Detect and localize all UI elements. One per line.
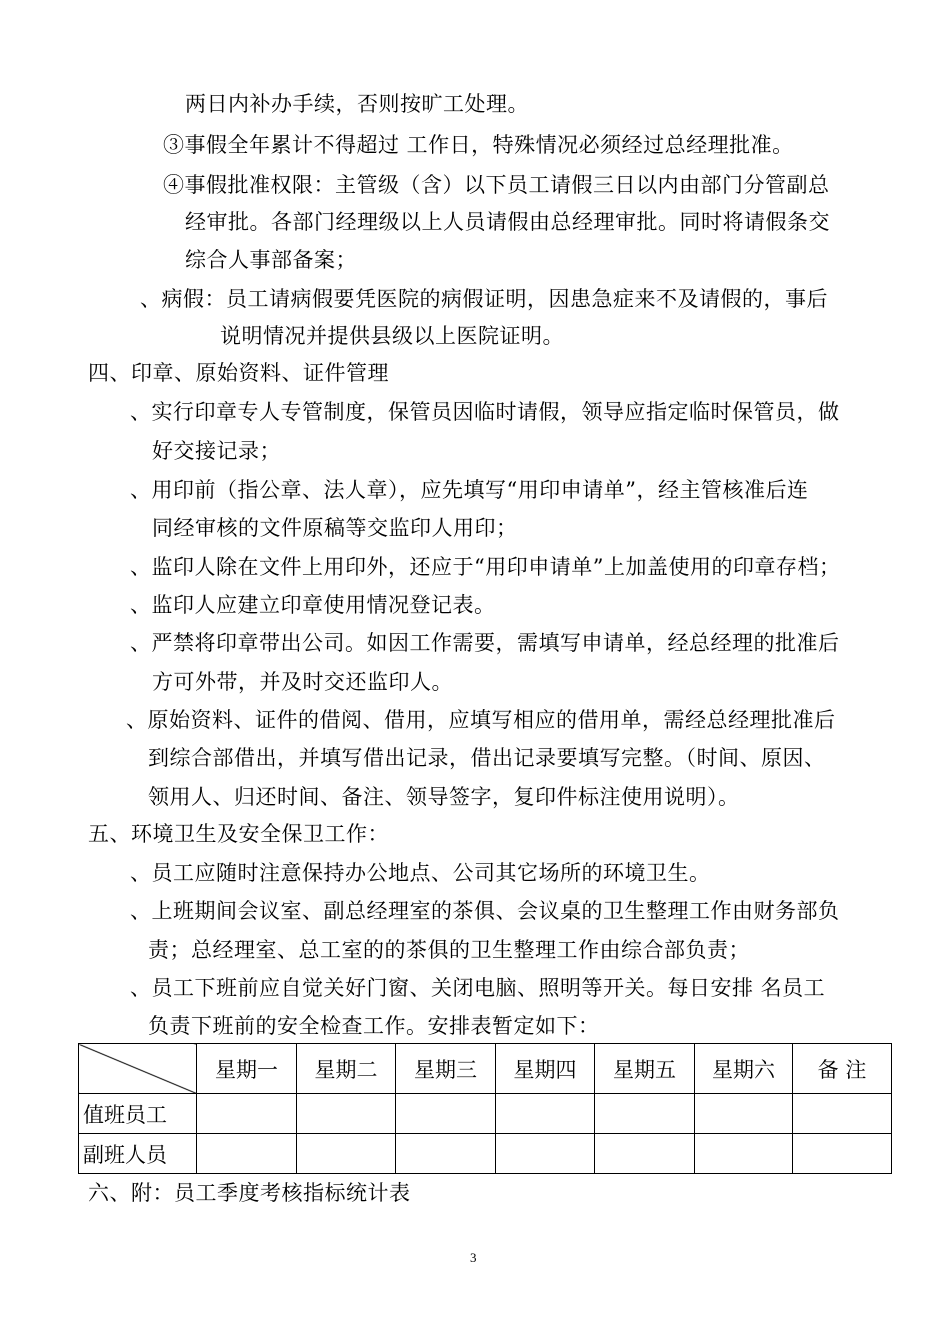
- table-header-row: [79, 1044, 892, 1094]
- table-cell: [396, 1094, 496, 1134]
- text-line: ④事假批准权限：主管级（含）以下员工请假三日以内由部门分管副总: [163, 173, 830, 197]
- table-cell: [695, 1094, 793, 1134]
- section-heading: 五、环境卫生及安全保卫工作：: [88, 822, 389, 846]
- text-line: 、实行印章专人专管制度，保管员因临时请假，领导应指定临时保管员，做: [130, 400, 840, 424]
- table-header-cell: 备 注: [793, 1044, 892, 1094]
- diagonal-corner-cell: [79, 1044, 197, 1094]
- table-cell: [595, 1134, 695, 1174]
- text-line: 、病假：员工请病假要凭医院的病假证明，因患急症来不及请假的，事后: [140, 287, 828, 311]
- table-cell: [396, 1134, 496, 1174]
- page-number: 3: [470, 1250, 477, 1265]
- text-line: 、监印人应建立印章使用情况登记表。: [130, 593, 496, 617]
- text-line: 经审批。各部门经理级以上人员请假由总经理审批。同时将请假条交: [185, 210, 830, 234]
- row-label-cell: 副班人员: [79, 1134, 197, 1174]
- text-line: 两日内补办手续，否则按旷工处理。: [185, 92, 529, 116]
- table-cell: [197, 1134, 297, 1174]
- text-line: 到综合部借出，并填写借出记录，借出记录要填写完整。（时间、原因、: [148, 746, 826, 770]
- text-line: 同经审核的文件原稿等交监印人用印；: [152, 516, 518, 540]
- text-line: 、监印人除在文件上用印外，还应于“用印申请单”上加盖使用的印章存档；: [130, 555, 841, 579]
- text-line: 说明情况并提供县级以上医院证明。: [220, 324, 564, 348]
- table-header-cell: 星期二: [297, 1044, 396, 1094]
- text-line: 、原始资料、证件的借阅、借用，应填写相应的借用单，需经总经理批准后: [126, 708, 836, 732]
- text-line: 方可外带，并及时交还监印人。: [152, 670, 453, 694]
- text-line: 、严禁将印章带出公司。如因工作需要，需填写申请单，经总经理的批准后: [130, 631, 840, 655]
- table-cell: [496, 1134, 595, 1174]
- table-cell: [197, 1094, 297, 1134]
- table-header-cell: 星期六: [695, 1044, 793, 1094]
- table-header-cell: 星期一: [197, 1044, 297, 1094]
- section-heading: 六、附：员工季度考核指标统计表: [88, 1181, 411, 1205]
- text-line: 负责下班前的安全检查工作。安排表暂定如下：: [148, 1014, 600, 1038]
- table-header-cell: 星期四: [496, 1044, 595, 1094]
- table-row: [79, 1094, 892, 1134]
- table-header-cell: 星期三: [396, 1044, 496, 1094]
- duty-schedule-table: [78, 1043, 892, 1174]
- table-row: [79, 1134, 892, 1174]
- row-label-cell: 值班员工: [79, 1094, 197, 1134]
- text-line: ③事假全年累计不得超过 工作日，特殊情况必须经过总经理批准。: [163, 133, 794, 157]
- table-cell: [297, 1094, 396, 1134]
- table-cell: [595, 1094, 695, 1134]
- table-cell: [793, 1094, 892, 1134]
- table-cell: [695, 1134, 793, 1174]
- text-line: 、员工下班前应自觉关好门窗、关闭电脑、照明等开关。每日安排 名员工: [130, 976, 826, 1000]
- section-heading: 四、印章、原始资料、证件管理: [88, 361, 389, 385]
- text-line: 、用印前（指公章、法人章），应先填写“用印申请单”，经主管核准后连: [130, 478, 809, 502]
- text-line: 好交接记录；: [152, 439, 281, 463]
- text-line: 、上班期间会议室、副总经理室的茶俱、会议桌的卫生整理工作由财务部负: [130, 899, 840, 923]
- text-line: 、员工应随时注意保持办公地点、公司其它场所的环境卫生。: [130, 861, 711, 885]
- text-line: 综合人事部备案；: [185, 248, 357, 272]
- table-cell: [793, 1134, 892, 1174]
- text-line: 领用人、归还时间、备注、领导签字，复印件标注使用说明）。: [148, 785, 740, 809]
- text-line: 责；总经理室、总工室的的茶俱的卫生整理工作由综合部负责；: [148, 938, 750, 962]
- table-cell: [496, 1094, 595, 1134]
- table-cell: [297, 1134, 396, 1174]
- table-header-cell: 星期五: [595, 1044, 695, 1094]
